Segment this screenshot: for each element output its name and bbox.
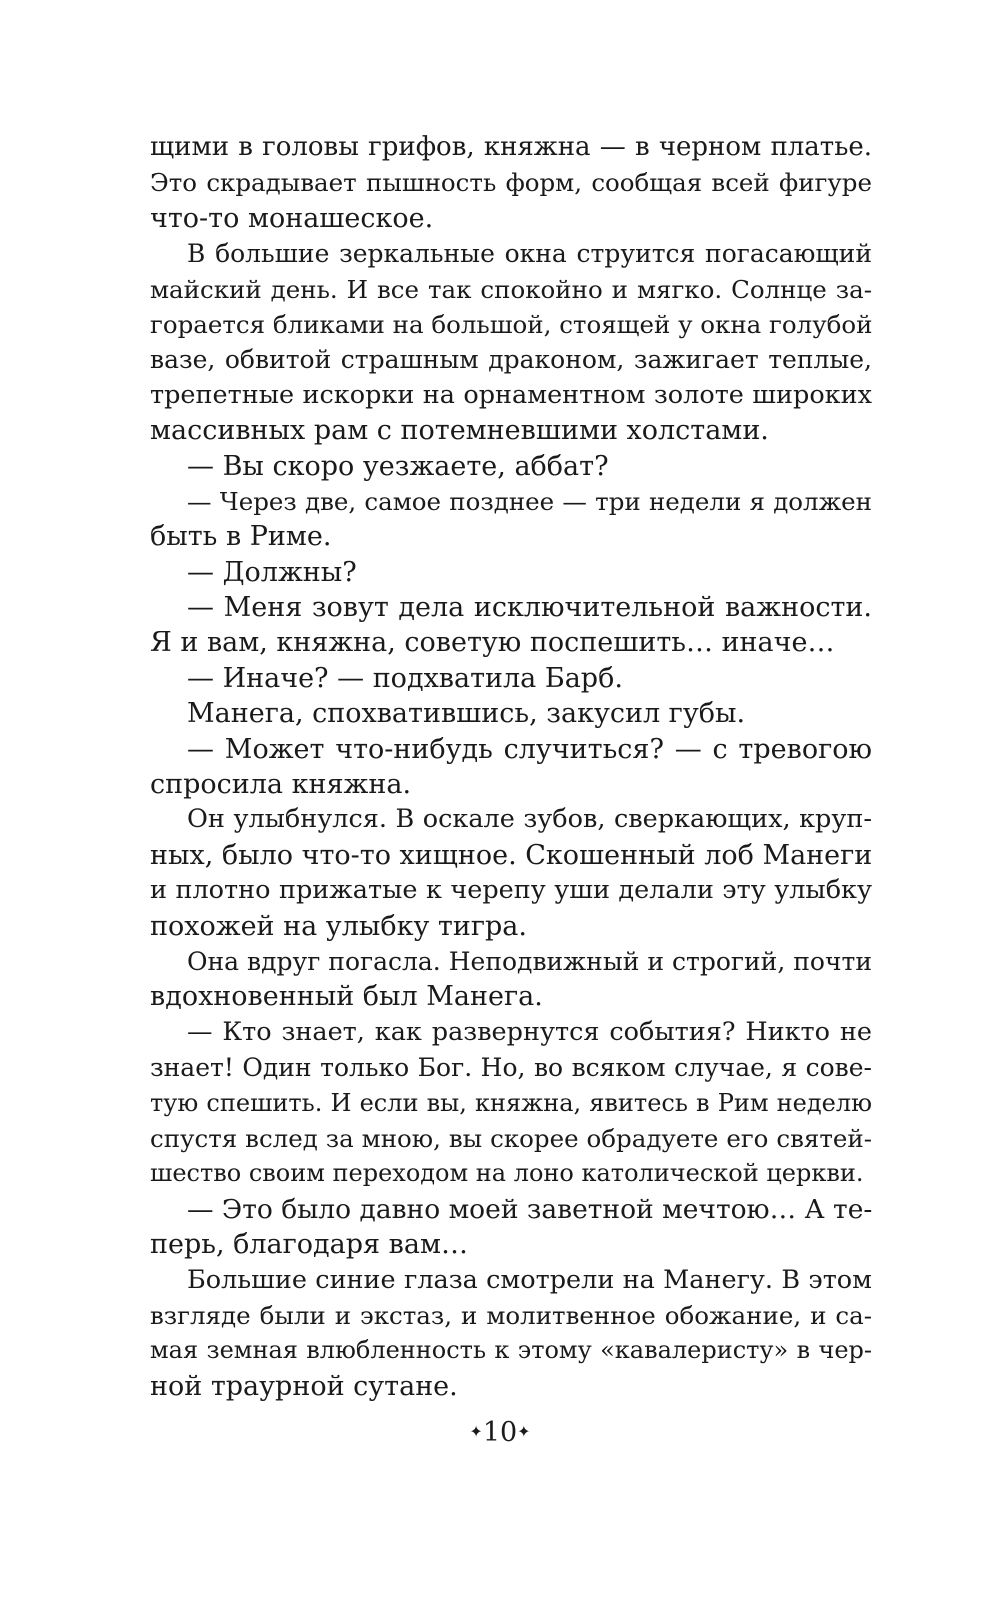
text-line: вдохновенный был Манега. bbox=[150, 981, 543, 1013]
text-line: щими в головы грифов, княжна — в черном платье. bbox=[150, 132, 872, 162]
text-line: — Вы скоро уезжаете, аббат? bbox=[187, 450, 609, 482]
text-line: Она вдруг погасла. Неподвижный и строгий, почти bbox=[187, 946, 872, 976]
text-line: тую спешить. И если вы, княжна, явитесь в Рим неделю bbox=[150, 1088, 872, 1117]
text-line: ных, было что-то хищное. Скошенный лоб Манеги bbox=[150, 839, 873, 871]
text-line: трепетные искорки на орнаментном золоте широких bbox=[150, 379, 872, 410]
text-line: — Может что-нибудь случиться? — с тревогою bbox=[187, 733, 872, 765]
text-line: знает! Один только Бог. Но, во всяком случае, я сове- bbox=[150, 1053, 872, 1083]
text-line: спросила княжна. bbox=[150, 769, 412, 801]
text-line: быть в Риме. bbox=[150, 521, 332, 553]
text-line: похожей на улыбку тигра. bbox=[150, 910, 527, 942]
text-line: — Это было давно моей заветной мечтою… А те- bbox=[187, 1193, 873, 1225]
text-line: — Меня зовут дела исключительной важности. bbox=[187, 592, 872, 624]
page-number: 10 bbox=[482, 1417, 518, 1448]
text-line: Это скрадывает пышность форм, сообщая всей фигуре bbox=[150, 168, 872, 198]
text-line: Большие синие глаза смотрели на Манегу. В этом bbox=[187, 1264, 872, 1295]
ornament-right-icon: ✦ bbox=[517, 1422, 531, 1441]
text-line: перь, благодаря вам… bbox=[150, 1229, 468, 1261]
text-line: и плотно прижатые к черепу уши делали эту улыбку bbox=[150, 875, 872, 906]
text-line: Манега, спохватившись, закусил губы. bbox=[187, 698, 746, 730]
text-line: — Кто знает, как развернутся события? Никто не bbox=[187, 1016, 872, 1047]
text-line: ной траурной сутане. bbox=[150, 1370, 458, 1402]
text-line: спустя вслед за мною, вы скорее обрадуете его святей- bbox=[150, 1123, 872, 1153]
text-line: Я и вам, княжна, советую поспешить… иначе… bbox=[150, 627, 835, 659]
text-line: Он улыбнулся. В оскале зубов, сверкающих, круп- bbox=[187, 804, 872, 835]
body-text bbox=[150, 130, 872, 1404]
text-line: массивных рам с потемневшими холстами. bbox=[150, 415, 769, 447]
ornament-left-icon: ✦ bbox=[469, 1422, 483, 1441]
text-line: — Через две, самое позднее — три недели я должен bbox=[187, 486, 872, 516]
text-line: шество своим переходом на лоно католической церкви. bbox=[150, 1159, 864, 1188]
text-line: мая земная влюбленность к этому «кавалеристу» в чер- bbox=[150, 1336, 872, 1365]
text-line: горается бликами на большой, стоящей у окна голубой bbox=[150, 309, 873, 339]
text-line: что-то монашеское. bbox=[150, 202, 434, 234]
text-line: — Должны? bbox=[187, 556, 357, 588]
text-line: вазе, обвитой страшным драконом, зажигает теплые, bbox=[150, 345, 872, 375]
text-line: майский день. И все так спокойно и мягко. Солнце за- bbox=[150, 274, 872, 304]
page-number-footer bbox=[0, 1414, 1000, 1451]
text-line: — Иначе? — подхватила Барб. bbox=[187, 662, 623, 694]
text-line: взгляде были и экстаз, и молитвенное обожание, и са- bbox=[150, 1300, 872, 1330]
text-line: В большие зеркальные окна струится погасающий bbox=[187, 239, 872, 269]
